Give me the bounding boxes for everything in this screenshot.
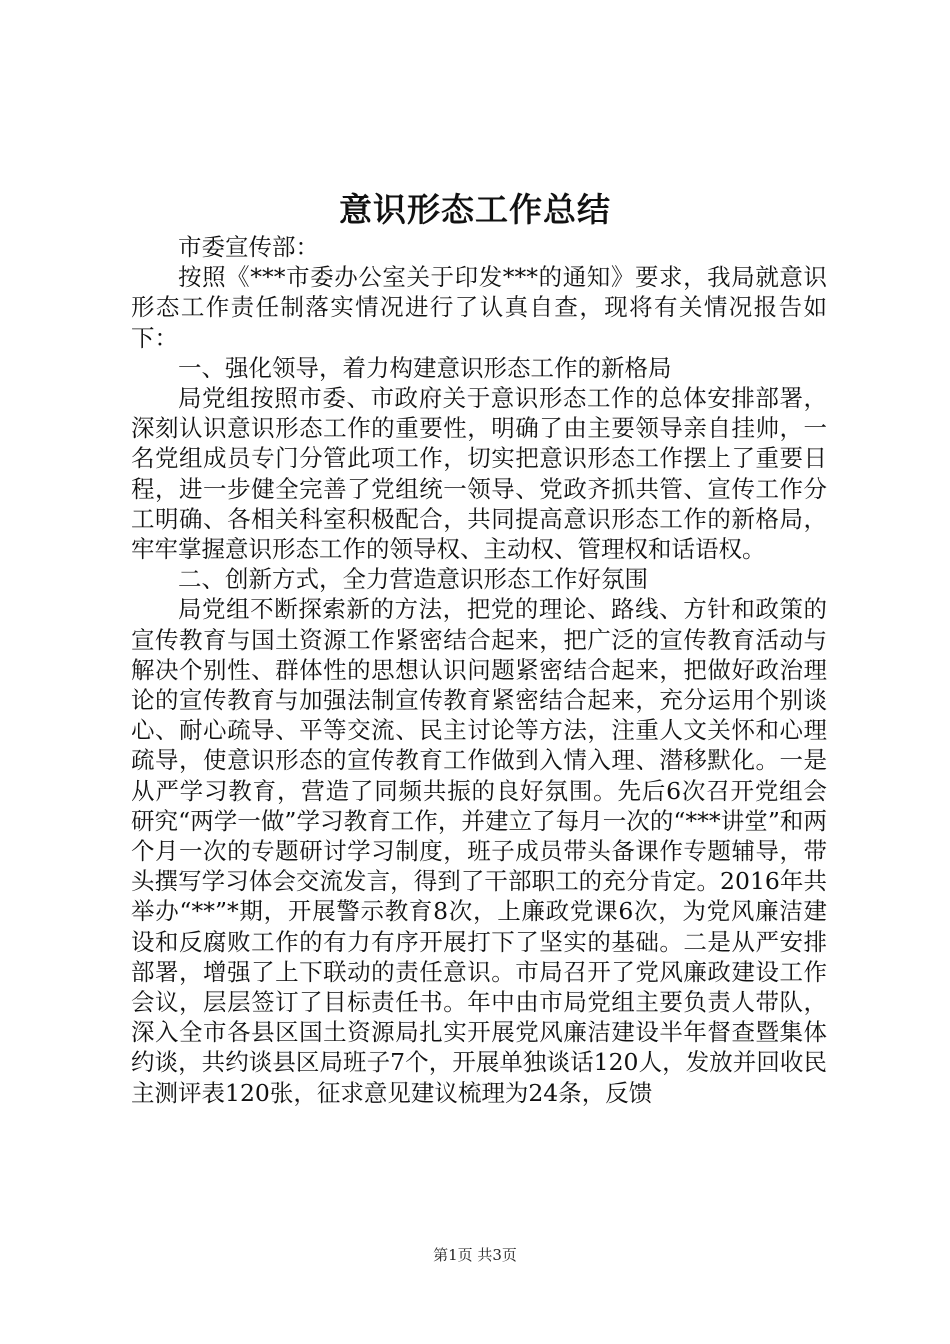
section-2-paragraph: 局党组不断探索新的方法，把党的理论、路线、方针和政策的宣传教育与国土资源工作紧密结合起来，把广泛的宣传教育活动与解决个别性、群体性的思想认识问题紧密结合起来，把做好政治理论的宣传教育与加强法制宣传教育紧密结合起来，充分运用个别谈心、耐心疏导、平等交流、民主讨论等方法，注重人文关怀和心理疏导，使意识形态的宣传教育工作做到入情入理、潜移默化。一是从严学习教育，营造了同频共振的良好氛围。先后6次召开党组会研究“两学一做”学习教育工作，并建立了每月一次的“***讲堂”和两个月一次的专题研讨学习制度，班子成员带头备课作专题辅导，带头撰写学习体会交流发言，得到了干部职工的充分肯定。2016年共举办“**”*期，开展警示教育8次，上廉政党课6次，为党风廉洁建设和反腐败工作的有力有序开展打下了坚实的基础。二是从严安排部署，增强了上下联动的责任意识。市局召开了党风廉政建设工作会议，层层签订了目标责任书。年中由市局党组主要负责人带队，深入全市各县区国土资源局扎实开展党风廉洁建设半年督查暨集体约谈，共约谈县区局班子7个，开展单独谈话120人，发放并回收民主测评表120张，征求意见建议梳理为24条，反馈 — [131, 595, 827, 1107]
section-heading-2: 二、创新方式，全力营造意识形态工作好氛围 — [178, 565, 648, 594]
salutation: 市委宣传部： — [178, 233, 319, 261]
intro-paragraph: 按照《***市委办公室关于印发***的通知》要求，我局就意识形态工作责任制落实情况进行了认真自查，现将有关情况报告如下： — [131, 263, 827, 352]
section-heading-1: 一、强化领导，着力构建意识形态工作的新格局 — [178, 353, 672, 382]
document-body — [131, 232, 827, 1108]
page-footer: 第1页 共3页 — [433, 1246, 517, 1264]
section-1-paragraph: 局党组按照市委、市政府关于意识形态工作的总体安排部署，深刻认识意识形态工作的重要性，明确了由主要领导亲自挂帅，一名党组成员专门分管此项工作，切实把意识形态工作摆上了重要日程，进一步健全完善了党组统一领导、党政齐抓共管、宣传工作分工明确、各相关科室积极配合，共同提高意识形态工作的新格局，牢牢掌握意识形态工作的领导权、主动权、管理权和话语权。 — [131, 384, 827, 564]
document-title: 意识形态工作总结 — [339, 190, 611, 229]
